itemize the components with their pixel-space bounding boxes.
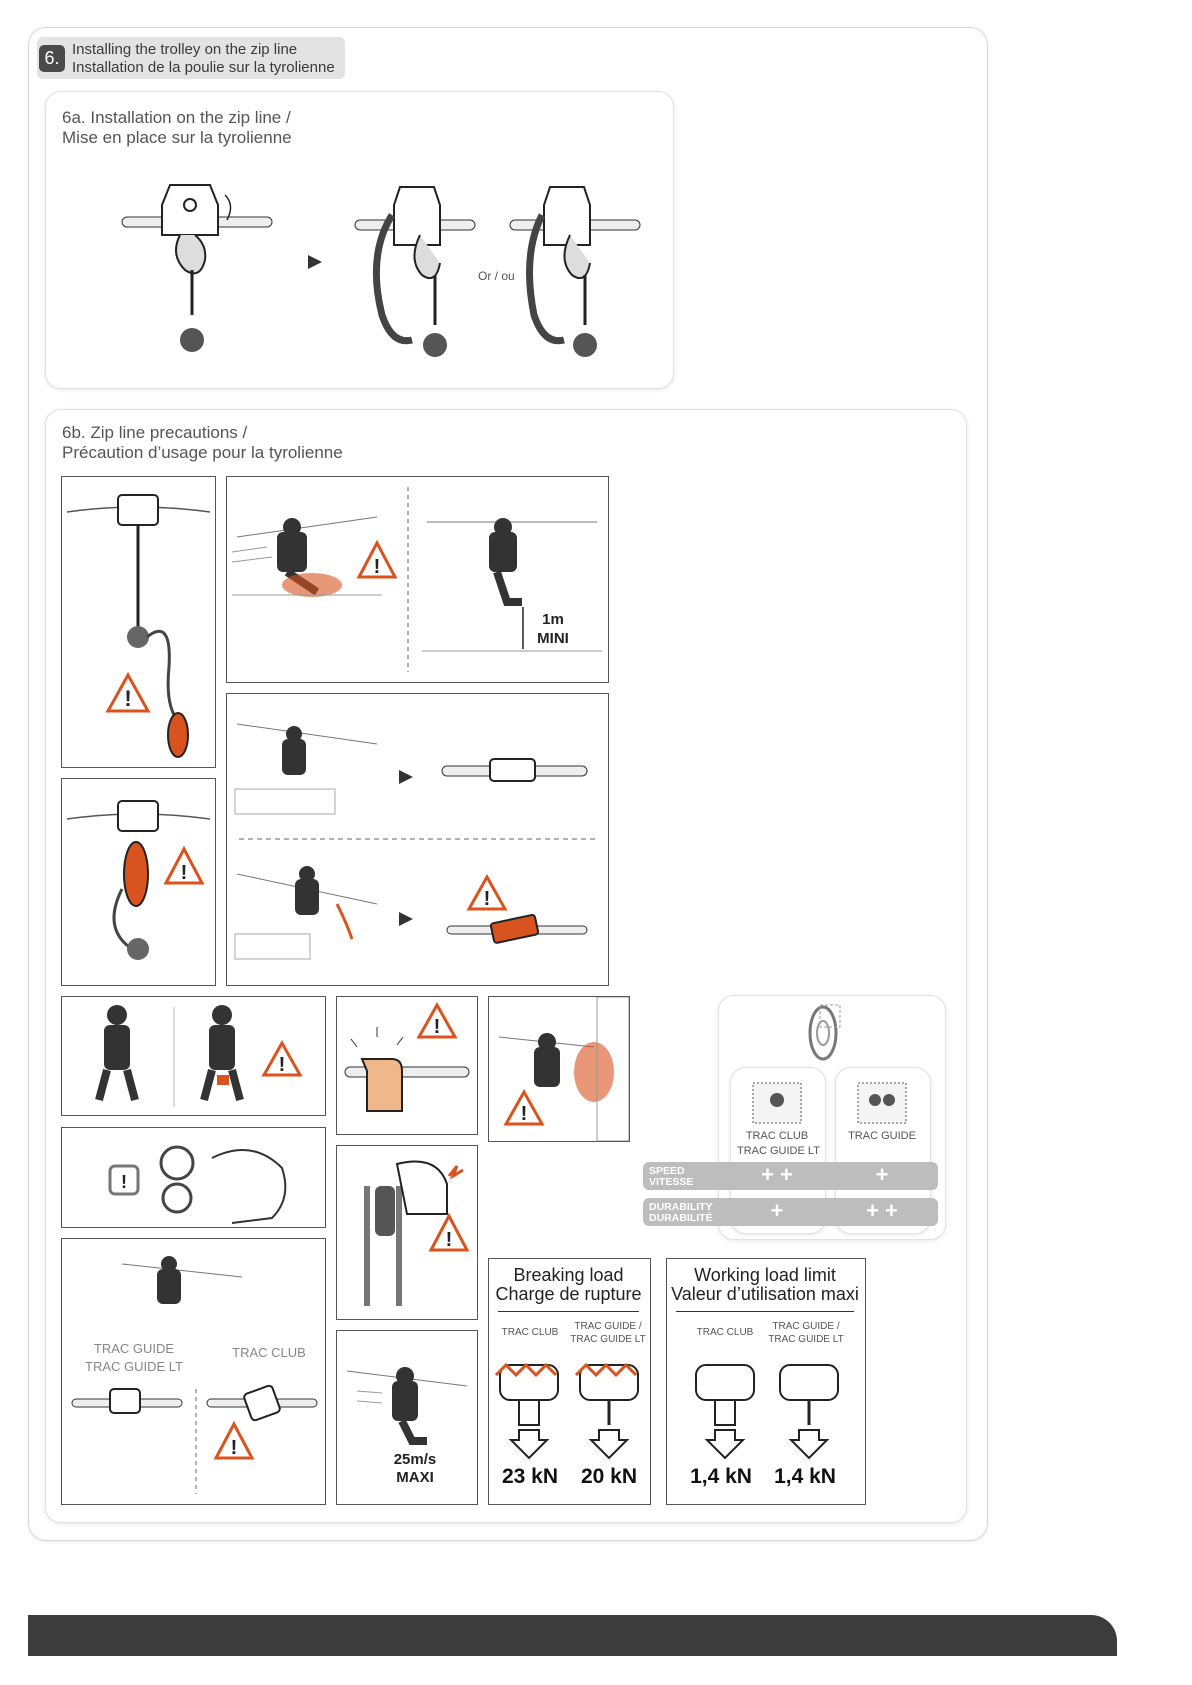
svg-text:!: !: [180, 862, 188, 884]
min-height-value: 1m: [542, 611, 564, 628]
trolley-installed-drawing-1: [355, 187, 475, 357]
svg-text:!: !: [373, 556, 381, 578]
working-load-rule: [676, 1311, 854, 1312]
installation-illustration: [110, 175, 650, 365]
panel-braking-models: [61, 1238, 326, 1505]
max-speed-value: 25m/s: [393, 1451, 437, 1468]
trolley-installed-drawing-2: [510, 187, 640, 357]
durability-guide-rating: + +: [866, 1198, 898, 1223]
breaking-load-col1-label: TRAC CLUB: [501, 1327, 559, 1338]
breaking-load-rule: [498, 1311, 639, 1312]
svg-text:!: !: [278, 1054, 286, 1076]
svg-text:!: !: [483, 888, 491, 910]
panel-max-speed: [336, 1330, 478, 1505]
min-height-unit: MINI: [537, 630, 569, 647]
panel-wall-impact: [488, 996, 630, 1142]
svg-text:!: !: [121, 1172, 127, 1192]
working-load-col2-label-1: TRAC GUIDE /: [772, 1321, 840, 1332]
working-load-guide-value: 1,4 kN: [774, 1465, 836, 1488]
trac-club-label: TRAC CLUB: [232, 1345, 306, 1360]
max-speed-unit: MAXI: [396, 1469, 434, 1486]
durability-label-en: DURABILITY: [649, 1201, 713, 1213]
installation-title-fr: Mise en place sur la tyrolienne: [62, 128, 292, 147]
footer-bar: [28, 1615, 1117, 1656]
working-load-title-en: Working load limit: [694, 1265, 836, 1285]
svg-text:!: !: [124, 686, 132, 711]
svg-text:!: !: [230, 1437, 238, 1459]
breaking-load-col2-label-1: TRAC GUIDE /: [574, 1321, 642, 1332]
trac-guide-label: TRAC GUIDE: [93, 1341, 175, 1356]
comparison-col2-label: TRAC GUIDE: [848, 1130, 916, 1142]
panel-arrival-position: [226, 693, 609, 986]
breaking-load-title-en: Breaking load: [513, 1265, 624, 1285]
panel-hand-on-rope: [336, 996, 478, 1135]
speed-guide-rating: +: [875, 1162, 889, 1187]
panel-ground-clearance: [226, 476, 609, 683]
rope-roll-icon: [805, 1003, 845, 1063]
svg-text:!: !: [520, 1103, 528, 1125]
working-load-club-value: 1,4 kN: [690, 1465, 752, 1488]
breaking-load-drawing: [492, 1350, 647, 1462]
installation-title-en: 6a. Installation on the zip line /: [62, 108, 291, 127]
trac-guide-lt-label: TRAC GUIDE LT: [85, 1359, 183, 1374]
section-title-en: Installing the trolley on the zip line: [72, 41, 298, 58]
trolley-open-drawing: [122, 185, 272, 352]
svg-text:!: !: [445, 1229, 453, 1251]
panel-lanyard-connection: [61, 476, 216, 768]
breaking-load-club-value: 23 kN: [501, 1465, 559, 1488]
speed-label-en: SPEED: [649, 1165, 685, 1177]
panel-hair-caution: [61, 1127, 326, 1228]
working-load-col1-label: TRAC CLUB: [696, 1327, 754, 1338]
step-arrow-icon: [399, 912, 413, 926]
or-label: Or / ou: [478, 269, 515, 283]
breaking-load-guide-value: 20 kN: [580, 1465, 638, 1488]
step-arrow-icon: [308, 255, 322, 269]
working-load-title-fr: Valeur d’utilisation maxi: [671, 1284, 859, 1304]
durability-club-rating: +: [770, 1198, 784, 1223]
breaking-load-title-fr: Charge de rupture: [495, 1284, 642, 1304]
panel-gloves: [336, 1145, 478, 1320]
trac-guide-sheave-icon: [857, 1082, 907, 1124]
speed-label-fr: VITESSE: [649, 1176, 694, 1188]
working-load-drawing: [684, 1350, 854, 1462]
section-number: 6.: [39, 45, 65, 72]
section-title-fr: Installation de la poulie sur la tyrolienne: [72, 59, 335, 76]
precautions-title-fr: Précaution d’usage pour la tyrolienne: [62, 443, 343, 462]
precautions-title-en: 6b. Zip line precautions /: [62, 423, 248, 442]
trac-club-sheave-icon: [752, 1082, 802, 1124]
comparison-col1-label-1: TRAC CLUB: [745, 1130, 809, 1142]
working-load-col2-label-2: TRAC GUIDE LT: [768, 1334, 844, 1345]
panel-carabiner-position: [61, 778, 216, 986]
speed-club-rating: + +: [761, 1162, 793, 1187]
durability-label-fr: DURABILITÉ: [649, 1212, 713, 1224]
comparison-col1-label-2: TRAC GUIDE LT: [737, 1145, 820, 1157]
step-arrow-icon: [399, 770, 413, 784]
breaking-load-col2-label-2: TRAC GUIDE LT: [570, 1334, 646, 1345]
panel-harness-check: [61, 996, 326, 1116]
svg-text:!: !: [433, 1016, 441, 1038]
